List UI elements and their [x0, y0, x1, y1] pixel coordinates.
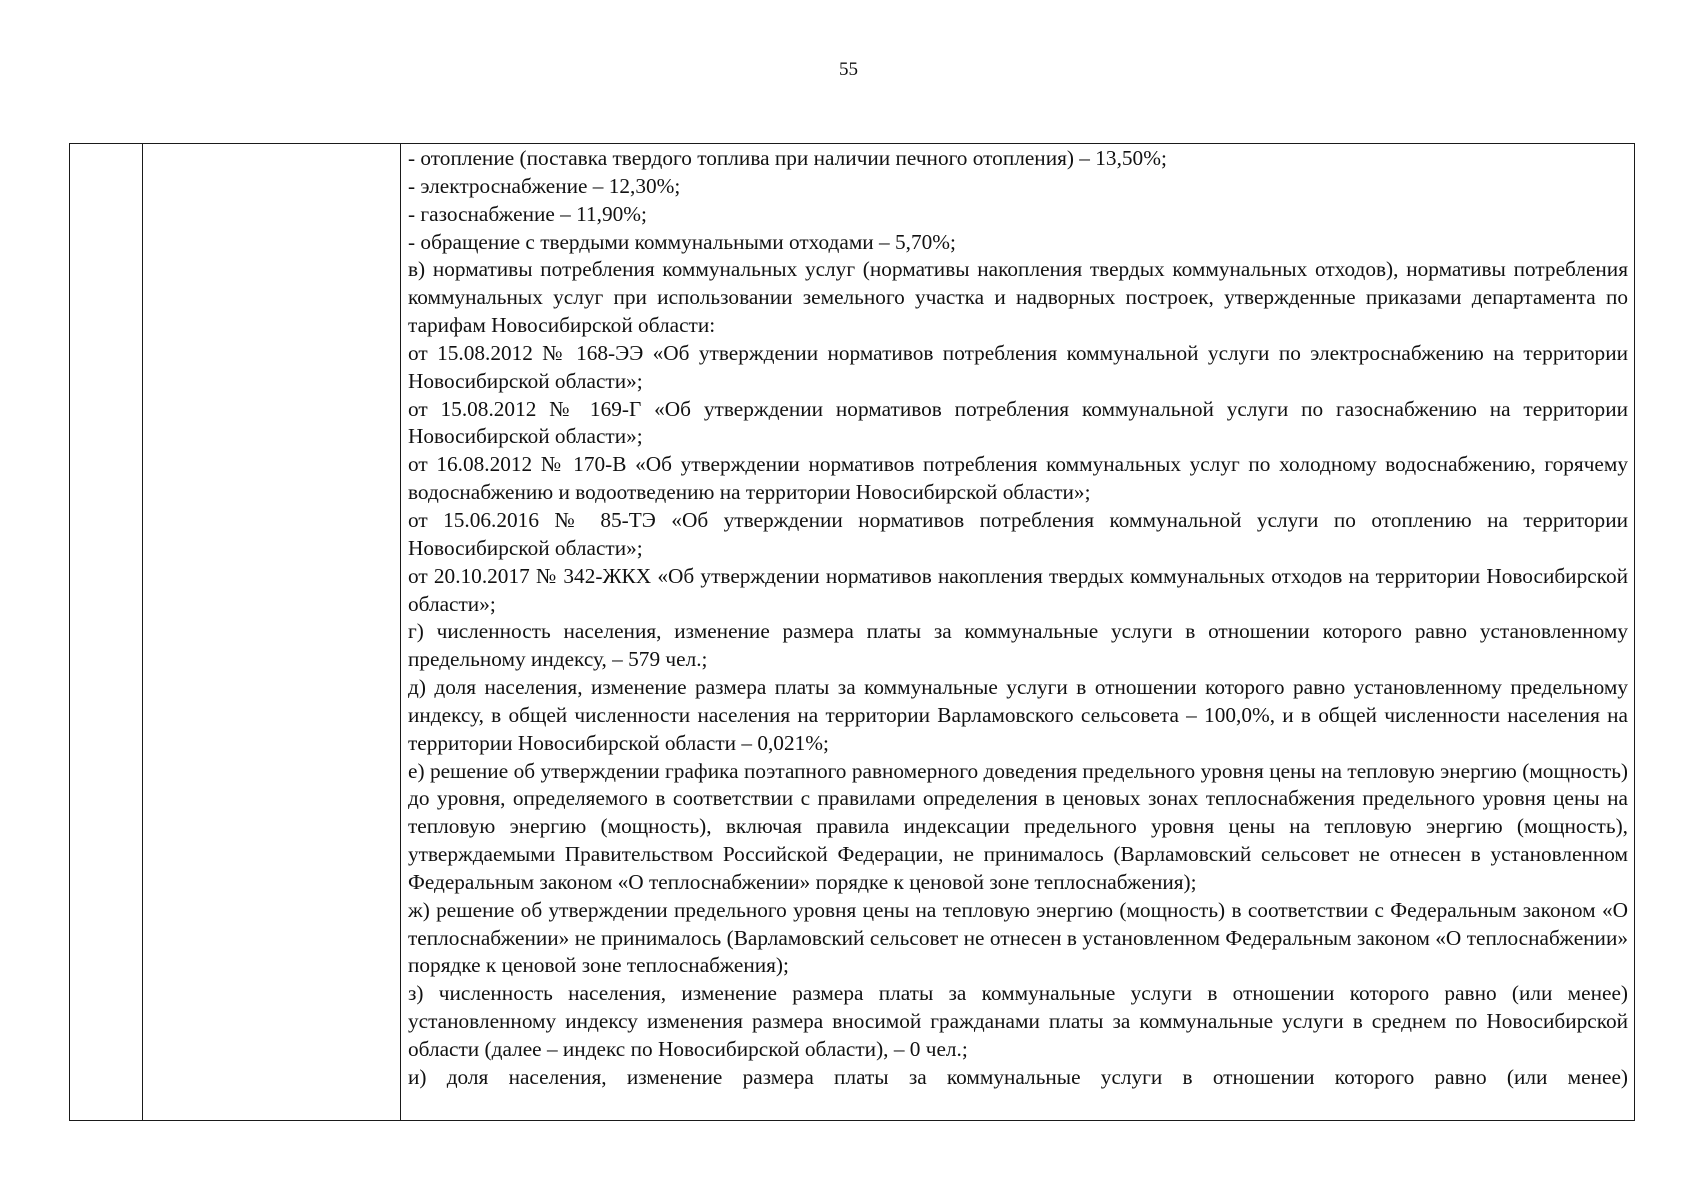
paragraph: от 15.08.2012 № 168-ЭЭ «Об утверждении нормативов потребления коммунальной услуги по электроснабжению на территории Новосибирской области»;: [408, 340, 1628, 393]
table-cell-content: [401, 144, 1634, 1120]
table-cell-name: [143, 144, 401, 1120]
paragraph: - обращение с твердыми коммунальными отходами – 5,70%;: [408, 229, 956, 254]
paragraph: от 16.08.2012 № 170-В «Об утверждении нормативов потребления коммунальных услуг по холодному водоснабжению, горячему водоснабжению и водоотведению на территории Новосибирской области»;: [408, 452, 1628, 505]
paragraph: и) доля населения, изменение размера платы за коммунальные услуги в отношении которого равно (или менее): [408, 1064, 1628, 1089]
paragraph: от 20.10.2017 № 342-ЖКХ «Об утверждении нормативов накопления твердых коммунальных отходов на территории Новосибирской области»;: [408, 563, 1628, 616]
paragraph: з) численность населения, изменение размера платы за коммунальные услуги в отношении которого равно (или менее) установленному индексу изменения размера вносимой гражданами платы за коммунальные услуги в среднем по Новосибирской области (далее – индекс по Новосибирской области), – 0 чел.;: [408, 981, 1628, 1061]
document-table: [69, 143, 1635, 1121]
paragraph: в) нормативы потребления коммунальных услуг (нормативы накопления твердых коммунальных отходов), нормативы потребления коммунальных услуг при использовании земельного участка и надворных построек, утвержденные приказами департамента по тарифам Новосибирской области:: [408, 257, 1628, 338]
paragraph: е) решение об утверждении графика поэтапного равномерного доведения предельного уровня цены на тепловую энергию (мощность) до уровня, определяемого в соответствии с правилами определения в ценовых зонах теплоснабжения предельного уровня цены на тепловую энергию (мощность), включая правила индексации предельного уровня цены на тепловую энергию (мощность), утверждаемыми Правительством Российской Федерации, не принималось (Варламовский сельсовет не отнесен в установленном Федеральным законом «О теплоснабжении» порядке к ценовой зоне теплоснабжения);: [408, 758, 1628, 894]
paragraph: ж) решение об утверждении предельного уровня цены на тепловую энергию (мощность) в соответствии с Федеральным законом «О теплоснабжении» не принималось (Варламовский сельсовет не отнесен в установленном Федеральным законом «О теплоснабжении» порядке к ценовой зоне теплоснабжения);: [408, 897, 1628, 978]
paragraph: от 15.08.2012 № 169-Г «Об утверждении нормативов потребления коммунальной услуги по газоснабжению на территории Новосибирской области»;: [408, 396, 1628, 449]
table-cell-number: [70, 144, 143, 1120]
paragraph: д) доля населения, изменение размера платы за коммунальные услуги в отношении которого равно установленному предельному индексу, в общей численности населения на территории Варламовского сельсовета – 100,0%, и в общей численности населения на территории Новосибирской области – 0,021%;: [408, 675, 1628, 755]
paragraph: г) численность населения, изменение размера платы за коммунальные услуги в отношении которого равно установленному предельному индексу, – 579 чел.;: [408, 619, 1628, 672]
paragraph: - газоснабжение – 11,90%;: [408, 201, 647, 226]
paragraph: от 15.06.2016 № 85-ТЭ «Об утверждении нормативов потребления коммунальной услуги по отоплению на территории Новосибирской области»;: [408, 507, 1628, 560]
paragraph: - отопление (поставка твердого топлива при наличии печного отопления) – 13,50%;: [408, 146, 1167, 170]
paragraph: - электроснабжение – 12,30%;: [408, 173, 681, 198]
page-number: 55: [839, 59, 858, 80]
